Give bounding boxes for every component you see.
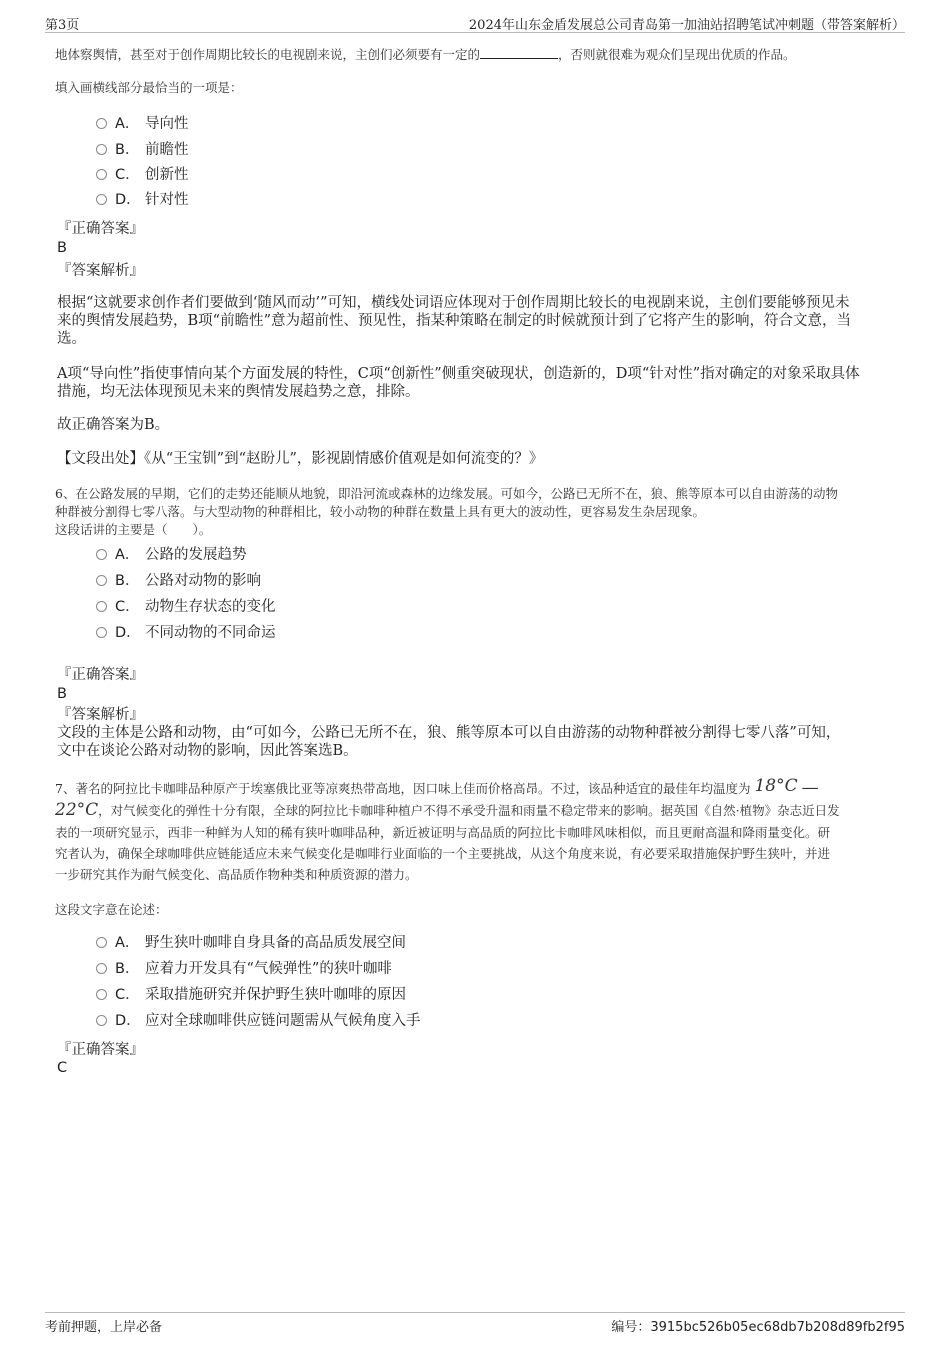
radio-icon[interactable] xyxy=(96,575,107,586)
q5-source: 【文段出处】《从“王宝钏”到“赵盼儿”，影视剧情感价值观是如何流变的？》 xyxy=(57,451,544,467)
q5-stem: 地体察舆情，甚至对于创作周期比较长的电视剧来说，主创们必须要有一定的 ，否则就很难为观众们呈现出优质的作品。 xyxy=(55,47,796,62)
q6-option-d[interactable]: D． 不同动物的不同命运 xyxy=(96,623,276,643)
radio-icon[interactable] xyxy=(96,144,107,155)
q5-option-d[interactable]: D． 针对性 xyxy=(96,190,189,210)
q5-answer: B xyxy=(57,240,67,256)
q7-option-a[interactable]: A． 野生狭叶咖啡自身具备的高品质发展空间 xyxy=(96,933,406,953)
q5-analysis-label: 『答案解析』 xyxy=(57,263,144,279)
q6-stem: 6、在公路发展的早期，它们的走势还能顺从地貌，即沿河流或森林的边缘发展。可如今，公路已无所不在，狼、熊等原本可以自由游荡的动物 种群被分割得七零八落。与大型动物的种群相比，较小动物的种群在数量上具有更大的波动性，更容易发生杂居现象。 这段话讲的主要是（ ）。 xyxy=(55,486,838,537)
q5-option-b[interactable]: B． 前瞻性 xyxy=(96,140,189,160)
q7-prompt: 这段文字意在论述： xyxy=(55,902,168,917)
q7-option-d[interactable]: D． 应对全球咖啡供应链问题需从气候角度入手 xyxy=(96,1011,421,1031)
radio-icon[interactable] xyxy=(96,194,107,205)
q7-option-b[interactable]: B． 应着力开发具有“气候弹性”的狭叶咖啡 xyxy=(96,959,392,979)
q7-stem-line-2: 22°C，对气候变化的弹性十分有限，全球的阿拉比卡咖啡种植户不得不承受升温和雨量不稳定带来的影响。据英国《自然·植物》杂志近日发 xyxy=(55,800,840,820)
q6-option-c[interactable]: C． 动物生存状态的变化 xyxy=(96,597,276,617)
footer-slogan: 考前押题，上岸必备 xyxy=(45,1320,163,1335)
q6-answer: B xyxy=(57,686,67,702)
q5-option-c[interactable]: C． 创新性 xyxy=(96,165,189,185)
q7-answer-label: 『正确答案』 xyxy=(57,1042,144,1058)
q6-option-b[interactable]: B． 公路对动物的影响 xyxy=(96,571,261,591)
q6-option-a[interactable]: A． 公路的发展趋势 xyxy=(96,545,247,565)
q7-stem-rest: 表的一项研究显示，西非一种鲜为人知的稀有狭叶咖啡品种，新近被证明与高品质的阿拉比卡咖啡风味相似，而且更耐高温和降雨量变化。研 究者认为，确保全球咖啡供应链能适应未来气候变化是咖啡行业面临的一个主要挑战，从这个角度来说，有必要采取措施保护野生狭叶，并进 一步研究其作为耐气候变化、高品质作物种类和种质资源的潜力。 xyxy=(55,825,831,882)
q5-analysis-paragraph-1: 根据“这就要求创作者们要做到‘随风而动’”可知，横线处词语应体现对于创作周期比较长的电视剧来说，主创们要能够预见未 来的舆情发展趋势，B项“前瞻性”意为超前性、预见性，指某种策略在制定的时候就预计到了它将产生的影响，符合文意，当 选。 xyxy=(57,295,851,347)
page-number: 第3页 xyxy=(45,18,80,33)
q5-analysis-paragraph-2: A项“导向性”指使事情向某个方面发展的特性，C项“创新性”侧重突破现状，创造新的，D项“针对性”指对确定的对象采取具体 措施，均无法体现预见未来的舆情发展趋势之意，排除。 xyxy=(57,366,860,400)
fill-blank xyxy=(480,46,558,59)
radio-icon[interactable] xyxy=(96,963,107,974)
temperature-low: 18°C xyxy=(754,776,798,796)
page-footer xyxy=(45,1312,905,1335)
q6-analysis-label: 『答案解析』 xyxy=(57,707,144,723)
document-title: 2024年山东金盾发展总公司青岛第一加油站招聘笔试冲刺题（带答案解析） xyxy=(468,18,905,33)
radio-icon[interactable] xyxy=(96,169,107,180)
radio-icon[interactable] xyxy=(96,989,107,1000)
radio-icon[interactable] xyxy=(96,601,107,612)
radio-icon[interactable] xyxy=(96,937,107,948)
document-code: 编号：3915bc526b05ec68db7b208d89fb2f95 xyxy=(611,1320,905,1335)
q5-conclusion: 故正确答案为B。 xyxy=(57,417,170,433)
radio-icon[interactable] xyxy=(96,627,107,638)
q6-analysis: 文段的主体是公路和动物，由“可如今，公路已无所不在，狼、熊等原本可以自由游荡的动物种群被分割得七零八落”可知， 文中在谈论公路对动物的影响，因此答案选B。 xyxy=(57,725,841,759)
radio-icon[interactable] xyxy=(96,1015,107,1026)
q7-answer: C xyxy=(57,1060,68,1076)
page-header xyxy=(45,14,905,33)
temperature-dash: — xyxy=(801,778,819,798)
radio-icon[interactable] xyxy=(96,549,107,560)
q5-option-a[interactable]: A． 导向性 xyxy=(96,114,189,134)
q5-prompt: 填入画横线部分最恰当的一项是： xyxy=(55,80,243,95)
temperature-high: 22°C xyxy=(55,800,99,820)
radio-icon[interactable] xyxy=(96,118,107,129)
q6-answer-label: 『正确答案』 xyxy=(57,667,144,683)
q5-answer-label: 『正确答案』 xyxy=(57,221,144,237)
q7-stem-line-1: 7、著名的阿拉比卡咖啡品种原产于埃塞俄比亚等凉爽热带高地，因口味上佳而价格高昂。不过，该品种适宜的最佳年均温度为 18°C — xyxy=(55,776,819,798)
q7-option-c[interactable]: C． 采取措施研究并保护野生狭叶咖啡的原因 xyxy=(96,985,406,1005)
